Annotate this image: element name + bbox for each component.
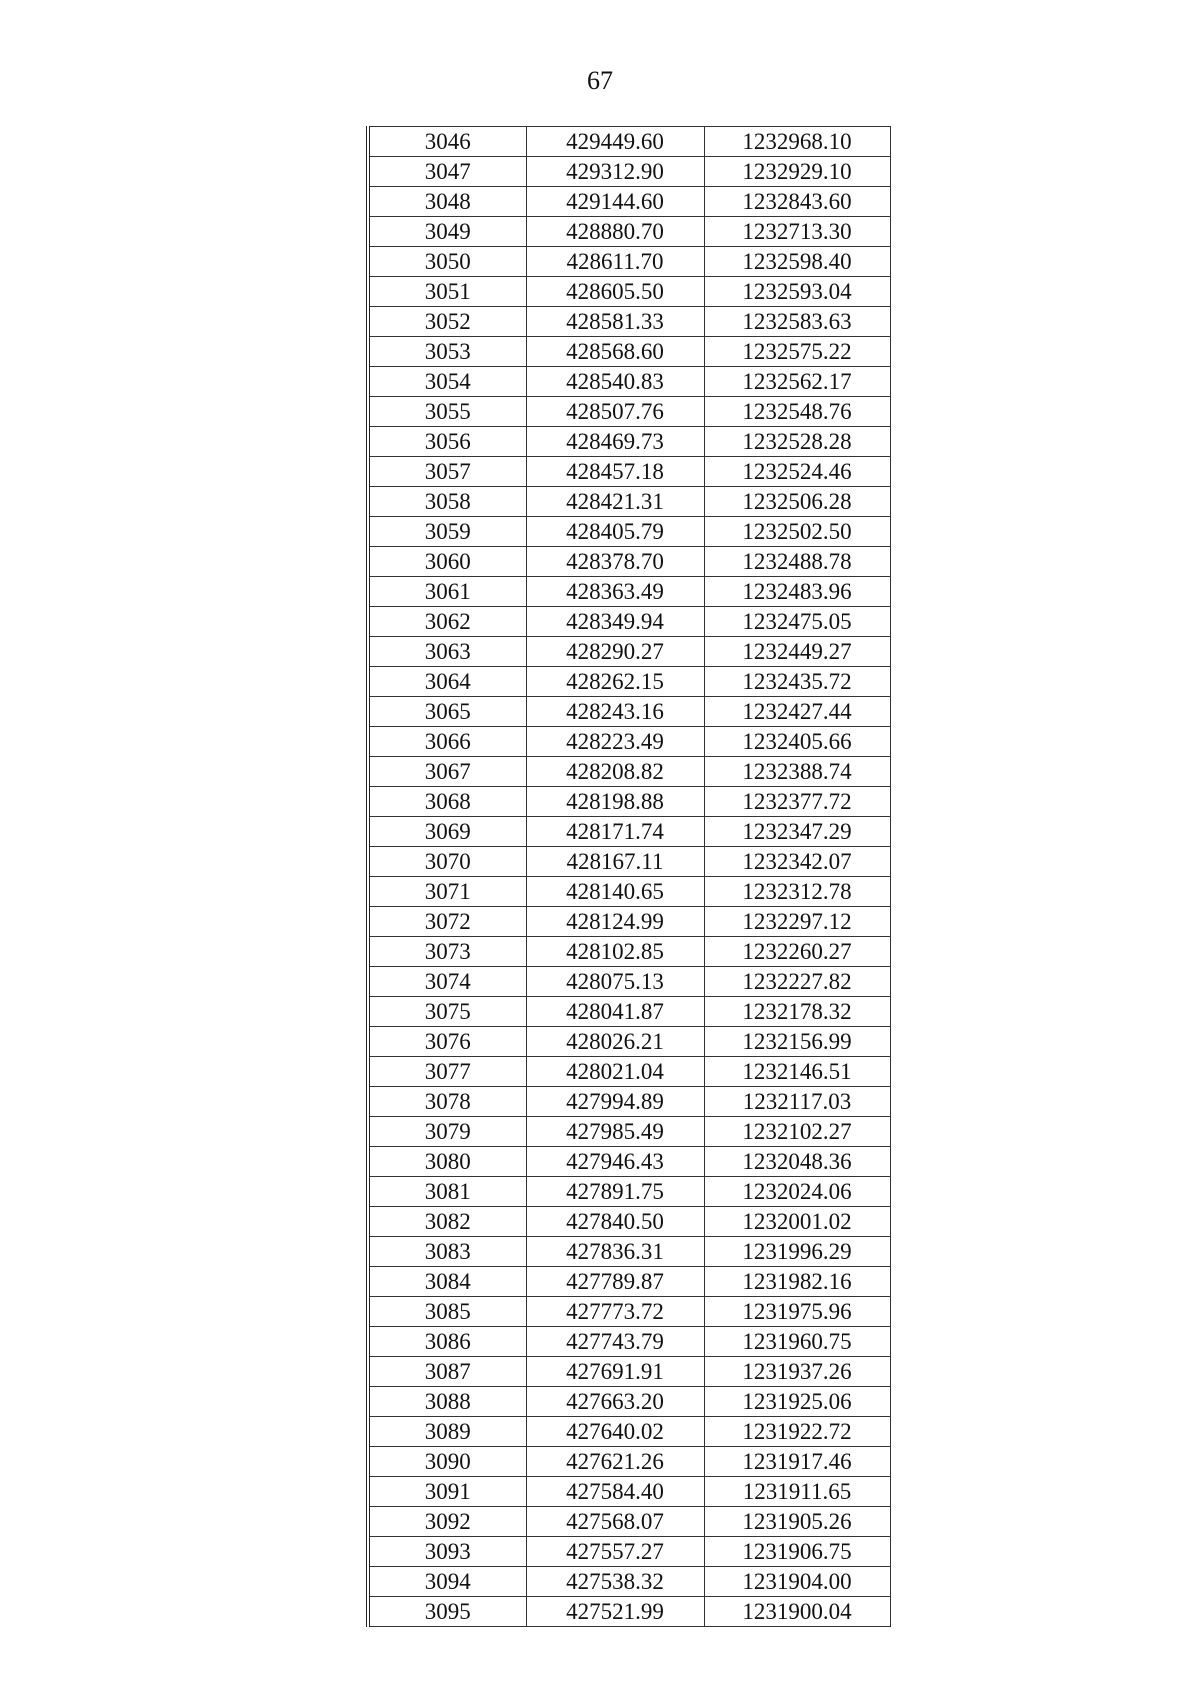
x-coordinate-cell: 427946.43 (526, 1147, 704, 1177)
point-number-cell: 3095 (368, 1597, 526, 1627)
point-number-cell: 3059 (368, 517, 526, 547)
x-coordinate-cell: 428171.74 (526, 817, 704, 847)
point-number-cell: 3058 (368, 487, 526, 517)
table-row (368, 787, 890, 817)
x-coordinate-cell: 428507.76 (526, 397, 704, 427)
y-coordinate-cell: 1232475.05 (704, 607, 890, 637)
table-row (368, 1567, 890, 1597)
x-coordinate-cell: 428243.16 (526, 697, 704, 727)
table-row (368, 697, 890, 727)
y-coordinate-cell: 1231982.16 (704, 1267, 890, 1297)
table-row (368, 637, 890, 667)
point-number-cell: 3080 (368, 1147, 526, 1177)
y-coordinate-cell: 1232117.03 (704, 1087, 890, 1117)
x-coordinate-cell: 428540.83 (526, 367, 704, 397)
y-coordinate-cell: 1232156.99 (704, 1027, 890, 1057)
table-row (368, 1027, 890, 1057)
x-coordinate-cell: 428208.82 (526, 757, 704, 787)
point-number-cell: 3052 (368, 307, 526, 337)
x-coordinate-cell: 429144.60 (526, 187, 704, 217)
point-number-cell: 3060 (368, 547, 526, 577)
table-row (368, 1177, 890, 1207)
point-number-cell: 3087 (368, 1357, 526, 1387)
x-coordinate-cell: 428568.60 (526, 337, 704, 367)
point-number-cell: 3062 (368, 607, 526, 637)
point-number-cell: 3065 (368, 697, 526, 727)
x-coordinate-cell: 429449.60 (526, 127, 704, 157)
table-row (368, 217, 890, 247)
table-row (368, 877, 890, 907)
y-coordinate-cell: 1232528.28 (704, 427, 890, 457)
x-coordinate-cell: 427663.20 (526, 1387, 704, 1417)
y-coordinate-cell: 1232342.07 (704, 847, 890, 877)
table-row (368, 1147, 890, 1177)
x-coordinate-cell: 428457.18 (526, 457, 704, 487)
x-coordinate-cell: 428290.27 (526, 637, 704, 667)
point-number-cell: 3054 (368, 367, 526, 397)
point-number-cell: 3050 (368, 247, 526, 277)
y-coordinate-cell: 1232713.30 (704, 217, 890, 247)
table-row (368, 577, 890, 607)
point-number-cell: 3075 (368, 997, 526, 1027)
table-row (368, 937, 890, 967)
point-number-cell: 3091 (368, 1477, 526, 1507)
point-number-cell: 3084 (368, 1267, 526, 1297)
y-coordinate-cell: 1232297.12 (704, 907, 890, 937)
y-coordinate-cell: 1232483.96 (704, 577, 890, 607)
y-coordinate-cell: 1232377.72 (704, 787, 890, 817)
y-coordinate-cell: 1232227.82 (704, 967, 890, 997)
y-coordinate-cell: 1231960.75 (704, 1327, 890, 1357)
table-row (368, 1477, 890, 1507)
table-row (368, 1447, 890, 1477)
table-row (368, 967, 890, 997)
y-coordinate-cell: 1231904.00 (704, 1567, 890, 1597)
x-coordinate-cell: 427836.31 (526, 1237, 704, 1267)
point-number-cell: 3051 (368, 277, 526, 307)
y-coordinate-cell: 1231937.26 (704, 1357, 890, 1387)
table-row (368, 1537, 890, 1567)
y-coordinate-cell: 1232405.66 (704, 727, 890, 757)
y-coordinate-cell: 1232178.32 (704, 997, 890, 1027)
point-number-cell: 3071 (368, 877, 526, 907)
x-coordinate-cell: 427743.79 (526, 1327, 704, 1357)
table-row (368, 1057, 890, 1087)
table-row (368, 487, 890, 517)
x-coordinate-cell: 427840.50 (526, 1207, 704, 1237)
table-row (368, 757, 890, 787)
table-row (368, 547, 890, 577)
table-row (368, 1087, 890, 1117)
table-row (368, 517, 890, 547)
point-number-cell: 3061 (368, 577, 526, 607)
x-coordinate-cell: 428611.70 (526, 247, 704, 277)
y-coordinate-cell: 1232048.36 (704, 1147, 890, 1177)
point-number-cell: 3070 (368, 847, 526, 877)
x-coordinate-cell: 428405.79 (526, 517, 704, 547)
x-coordinate-cell: 427773.72 (526, 1297, 704, 1327)
y-coordinate-cell: 1231906.75 (704, 1537, 890, 1567)
x-coordinate-cell: 428421.31 (526, 487, 704, 517)
y-coordinate-cell: 1232001.02 (704, 1207, 890, 1237)
table-row (368, 1267, 890, 1297)
table-row (368, 307, 890, 337)
point-number-cell: 3064 (368, 667, 526, 697)
coordinates-table-body (368, 127, 890, 1627)
y-coordinate-cell: 1232102.27 (704, 1117, 890, 1147)
x-coordinate-cell: 427521.99 (526, 1597, 704, 1627)
y-coordinate-cell: 1231900.04 (704, 1597, 890, 1627)
y-coordinate-cell: 1232312.78 (704, 877, 890, 907)
table-row (368, 847, 890, 877)
point-number-cell: 3076 (368, 1027, 526, 1057)
table-row (368, 1417, 890, 1447)
table-row (368, 427, 890, 457)
point-number-cell: 3086 (368, 1327, 526, 1357)
point-number-cell: 3089 (368, 1417, 526, 1447)
table-row (368, 1507, 890, 1537)
y-coordinate-cell: 1232506.28 (704, 487, 890, 517)
table-row (368, 367, 890, 397)
x-coordinate-cell: 427985.49 (526, 1117, 704, 1147)
y-coordinate-cell: 1232146.51 (704, 1057, 890, 1087)
x-coordinate-cell: 428363.49 (526, 577, 704, 607)
coordinates-table (366, 126, 891, 1627)
table-row (368, 157, 890, 187)
y-coordinate-cell: 1232548.76 (704, 397, 890, 427)
point-number-cell: 3094 (368, 1567, 526, 1597)
x-coordinate-cell: 427789.87 (526, 1267, 704, 1297)
y-coordinate-cell: 1232388.74 (704, 757, 890, 787)
x-coordinate-cell: 428102.85 (526, 937, 704, 967)
x-coordinate-cell: 428378.70 (526, 547, 704, 577)
point-number-cell: 3083 (368, 1237, 526, 1267)
table-row (368, 337, 890, 367)
x-coordinate-cell: 428124.99 (526, 907, 704, 937)
y-coordinate-cell: 1232843.60 (704, 187, 890, 217)
point-number-cell: 3055 (368, 397, 526, 427)
table-row (368, 1357, 890, 1387)
y-coordinate-cell: 1231917.46 (704, 1447, 890, 1477)
x-coordinate-cell: 428349.94 (526, 607, 704, 637)
x-coordinate-cell: 427568.07 (526, 1507, 704, 1537)
y-coordinate-cell: 1231922.72 (704, 1417, 890, 1447)
x-coordinate-cell: 428223.49 (526, 727, 704, 757)
x-coordinate-cell: 428880.70 (526, 217, 704, 247)
point-number-cell: 3049 (368, 217, 526, 247)
table-row (368, 667, 890, 697)
y-coordinate-cell: 1232575.22 (704, 337, 890, 367)
table-row (368, 187, 890, 217)
y-coordinate-cell: 1232435.72 (704, 667, 890, 697)
point-number-cell: 3047 (368, 157, 526, 187)
y-coordinate-cell: 1231975.96 (704, 1297, 890, 1327)
table-row (368, 1117, 890, 1147)
table-row (368, 1237, 890, 1267)
x-coordinate-cell: 427691.91 (526, 1357, 704, 1387)
point-number-cell: 3078 (368, 1087, 526, 1117)
point-number-cell: 3053 (368, 337, 526, 367)
point-number-cell: 3072 (368, 907, 526, 937)
point-number-cell: 3056 (368, 427, 526, 457)
y-coordinate-cell: 1231925.06 (704, 1387, 890, 1417)
y-coordinate-cell: 1232593.04 (704, 277, 890, 307)
y-coordinate-cell: 1232502.50 (704, 517, 890, 547)
point-number-cell: 3068 (368, 787, 526, 817)
y-coordinate-cell: 1232488.78 (704, 547, 890, 577)
y-coordinate-cell: 1232968.10 (704, 127, 890, 157)
y-coordinate-cell: 1232024.06 (704, 1177, 890, 1207)
x-coordinate-cell: 428469.73 (526, 427, 704, 457)
x-coordinate-cell: 427994.89 (526, 1087, 704, 1117)
point-number-cell: 3067 (368, 757, 526, 787)
point-number-cell: 3079 (368, 1117, 526, 1147)
table-row (368, 1597, 890, 1627)
point-number-cell: 3074 (368, 967, 526, 997)
point-number-cell: 3082 (368, 1207, 526, 1237)
x-coordinate-cell: 428605.50 (526, 277, 704, 307)
x-coordinate-cell: 428140.65 (526, 877, 704, 907)
y-coordinate-cell: 1232562.17 (704, 367, 890, 397)
point-number-cell: 3093 (368, 1537, 526, 1567)
table-row (368, 997, 890, 1027)
y-coordinate-cell: 1232598.40 (704, 247, 890, 277)
table-row (368, 1387, 890, 1417)
x-coordinate-cell: 428198.88 (526, 787, 704, 817)
y-coordinate-cell: 1232583.63 (704, 307, 890, 337)
table-row (368, 1207, 890, 1237)
point-number-cell: 3081 (368, 1177, 526, 1207)
table-row (368, 127, 890, 157)
point-number-cell: 3073 (368, 937, 526, 967)
table-row (368, 397, 890, 427)
table-row (368, 457, 890, 487)
y-coordinate-cell: 1232347.29 (704, 817, 890, 847)
point-number-cell: 3088 (368, 1387, 526, 1417)
y-coordinate-cell: 1232449.27 (704, 637, 890, 667)
x-coordinate-cell: 428041.87 (526, 997, 704, 1027)
x-coordinate-cell: 429312.90 (526, 157, 704, 187)
table-row (368, 1327, 890, 1357)
x-coordinate-cell: 428075.13 (526, 967, 704, 997)
x-coordinate-cell: 427557.27 (526, 1537, 704, 1567)
x-coordinate-cell: 428021.04 (526, 1057, 704, 1087)
x-coordinate-cell: 428262.15 (526, 667, 704, 697)
y-coordinate-cell: 1232524.46 (704, 457, 890, 487)
y-coordinate-cell: 1232260.27 (704, 937, 890, 967)
point-number-cell: 3066 (368, 727, 526, 757)
point-number-cell: 3092 (368, 1507, 526, 1537)
y-coordinate-cell: 1231996.29 (704, 1237, 890, 1267)
point-number-cell: 3057 (368, 457, 526, 487)
x-coordinate-cell: 427891.75 (526, 1177, 704, 1207)
page-number: 67 (587, 66, 613, 95)
y-coordinate-cell: 1232427.44 (704, 697, 890, 727)
point-number-cell: 3077 (368, 1057, 526, 1087)
table-row (368, 1297, 890, 1327)
x-coordinate-cell: 428167.11 (526, 847, 704, 877)
point-number-cell: 3063 (368, 637, 526, 667)
x-coordinate-cell: 427640.02 (526, 1417, 704, 1447)
point-number-cell: 3069 (368, 817, 526, 847)
point-number-cell: 3085 (368, 1297, 526, 1327)
x-coordinate-cell: 428581.33 (526, 307, 704, 337)
table-row (368, 607, 890, 637)
table-row (368, 817, 890, 847)
x-coordinate-cell: 428026.21 (526, 1027, 704, 1057)
x-coordinate-cell: 427538.32 (526, 1567, 704, 1597)
point-number-cell: 3090 (368, 1447, 526, 1477)
y-coordinate-cell: 1231905.26 (704, 1507, 890, 1537)
table-row (368, 727, 890, 757)
y-coordinate-cell: 1231911.65 (704, 1477, 890, 1507)
table-row (368, 247, 890, 277)
table-row (368, 277, 890, 307)
table-row (368, 907, 890, 937)
x-coordinate-cell: 427584.40 (526, 1477, 704, 1507)
y-coordinate-cell: 1232929.10 (704, 157, 890, 187)
point-number-cell: 3046 (368, 127, 526, 157)
x-coordinate-cell: 427621.26 (526, 1447, 704, 1477)
point-number-cell: 3048 (368, 187, 526, 217)
